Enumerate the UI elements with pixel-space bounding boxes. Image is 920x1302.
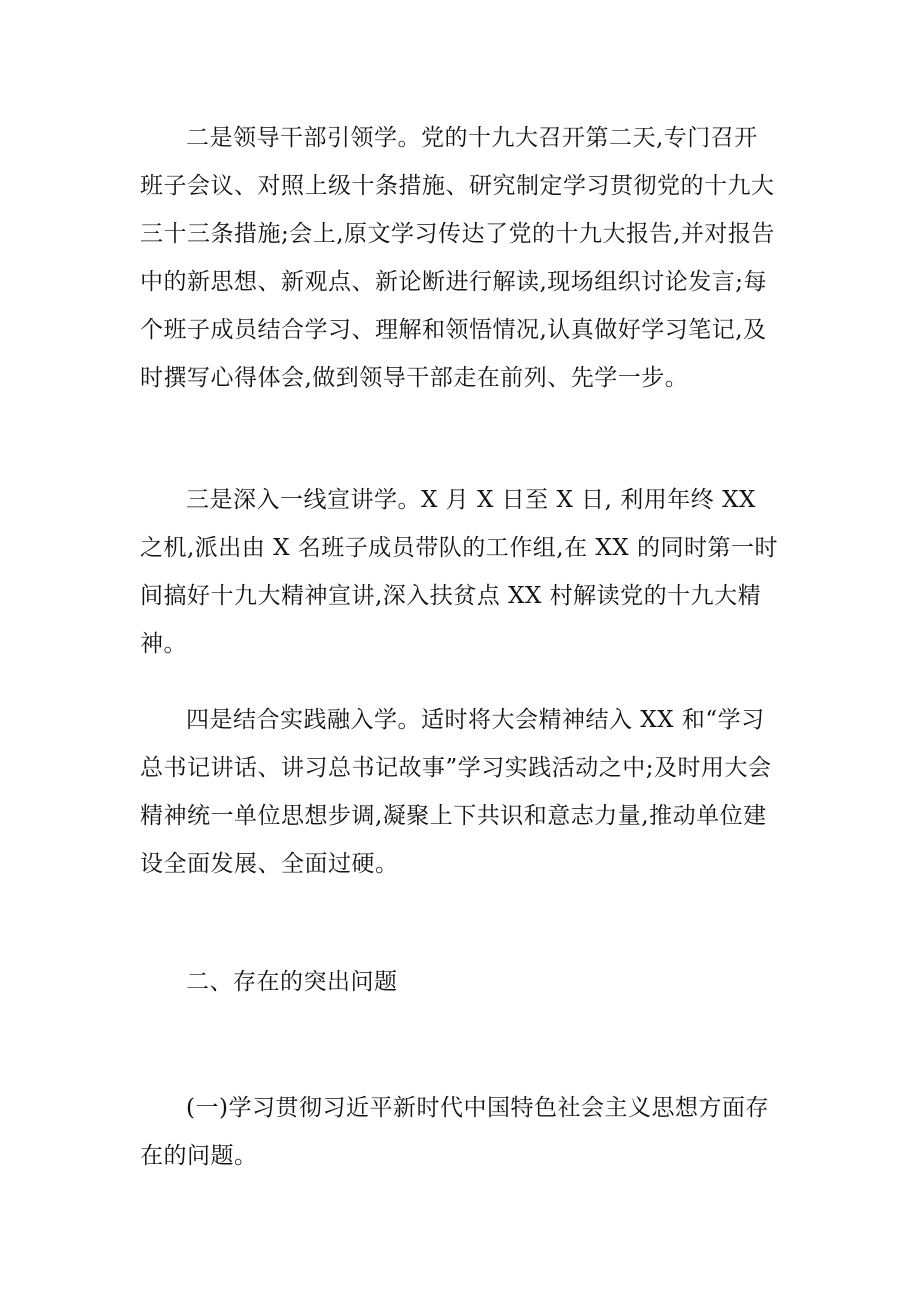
paragraph-frontline-lecture: 三是深入一线宣讲学。X 月 X 日至 X 日, 利用年终 XX 之机,派出由 X 名班子成员带队的工作组,在 XX 的同时第一时间搞好十九大精神宣讲,深入扶贫点 XX 村解读党的十九大精神。: [140, 487, 778, 657]
paragraph-leader-learning: 二是领导干部引领学。党的十九大召开第二天,专门召开班子会议、对照上级十条措施、研究制定学习贯彻党的十九大三十三条措施;会上,原文学习传达了党的十九大报告,并对报告中的新思想、新观点、新论断进行解读,现场组织讨论发言;每个班子成员结合学习、理解和领悟情况,认真做好学习笔记,及时撰写心得体会,做到领导干部走在前列、先学一步。: [140, 125, 775, 391]
section-heading-problems: 二、存在的突出问题: [186, 969, 398, 995]
paragraph-practice-integration: 四是结合实践融入学。适时将大会精神结入 XX 和“学习总书记讲话、讲习总书记故事”学习实践活动之中;及时用大会精神统一单位思想步调,凝聚上下共识和意志力量,推动单位建设全面发展、全面过硬。: [140, 707, 772, 877]
subsection-heading-thought-problems: (一)学习贯彻习近平新时代中国特色社会主义思想方面存在的问题。: [140, 1095, 769, 1169]
